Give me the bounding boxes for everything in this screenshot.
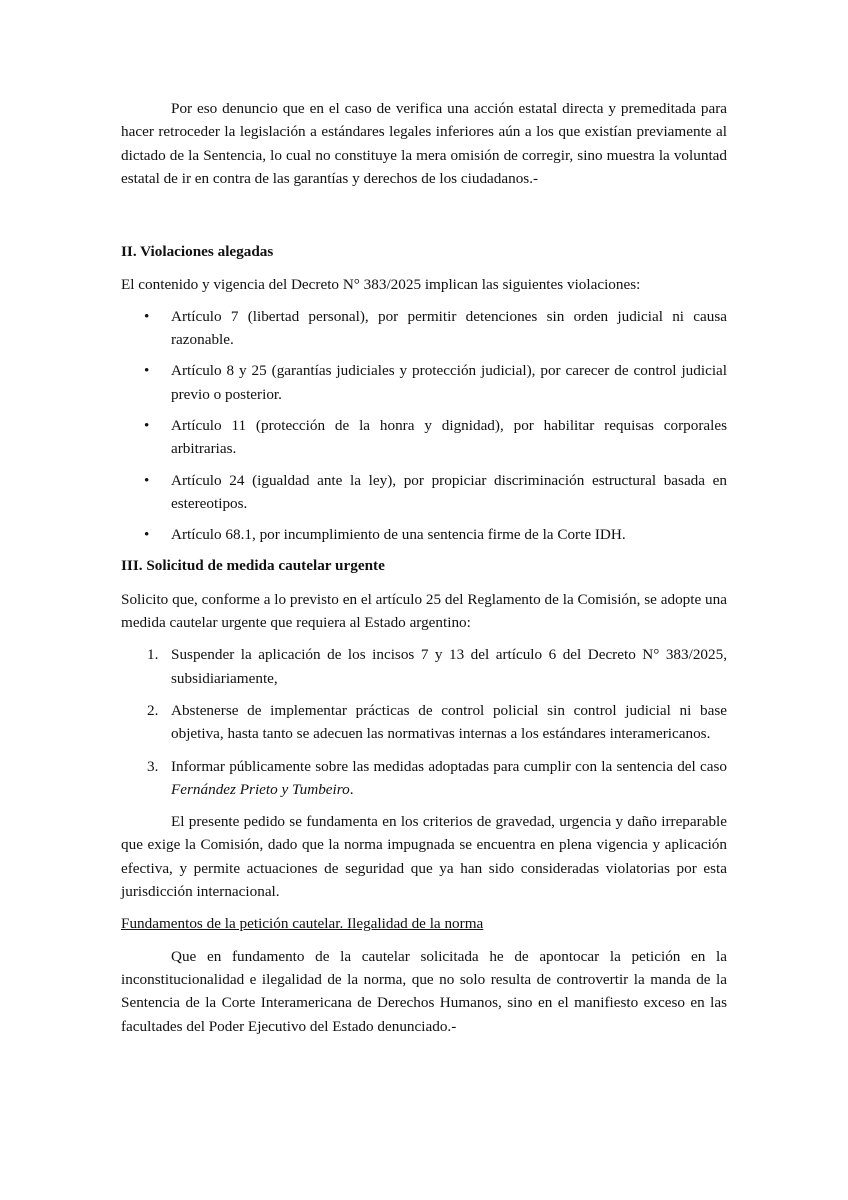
list-item xyxy=(121,523,727,546)
bullet-icon: • xyxy=(144,526,150,544)
fundamentacion-paragraph: El presente pedido se fundamenta en los criterios de gravedad, urgencia y daño irreparable que exige la Comisión, dado que la norma impugnada se encuentra en plena vigencia y aplicación efectiva, y permite actuaciones de seguridad que ya han sido consideradas violatorias por esta jurisdicción internacional. xyxy=(121,813,727,901)
list-item-text: Suspender la aplicación de los incisos 7 y 13 del artículo 6 del Decreto N° 383/2025, subsidiariamente, xyxy=(171,646,727,687)
list-item xyxy=(121,755,727,802)
opening-paragraph: Por eso denuncio que en el caso de verifica una acción estatal directa y premeditada para hacer retroceder la legislación a estándares legales inferiores aún a los que existían previamente al dictado de la Sentencia, lo cual no constituye la mera omisión de corregir, sino muestra la voluntad estatal de ir en contra de las garantías y derechos de los ciudadanos.- xyxy=(121,100,727,187)
list-item-text: Informar públicamente sobre las medidas adoptadas para cumplir con la sentencia del caso xyxy=(171,757,727,775)
list-item-text: Abstenerse de implementar prácticas de control policial sin control judicial ni base objetiva, hasta tanto se adecuen las normativas internas a los estándares interamericanos. xyxy=(171,701,727,743)
fundamentos-heading: Fundamentos de la petición cautelar. Ilegalidad de la norma xyxy=(121,915,484,933)
section-heading-violaciones: II. Violaciones alegadas xyxy=(121,243,274,261)
list-item xyxy=(121,699,727,746)
case-name: Fernández Prieto y Tumbeiro xyxy=(171,780,350,798)
fundamentos-paragraph: Que en fundamento de la cautelar solicitada he de apontocar la petición en la inconstitucionalidad e ilegalidad de la norma, que no solo resulta de controvertir la manda de la Sentencia de la Corte Interamericana de Derechos Humanos, sino en el manifiesto exceso en las facultades del Poder Ejecutivo del Estado denunciado.- xyxy=(121,947,727,1035)
list-item xyxy=(121,414,727,461)
list-item-text: Artículo 8 y 25 (garantías judiciales y protección judicial), por carecer de control judicial previo o posterior. xyxy=(171,362,727,403)
list-item-text: Artículo 7 (libertad personal), por permitir detenciones sin orden judicial ni causa razonable. xyxy=(171,307,727,349)
list-item-text: Artículo 11 (protección de la honra y dignidad), por habilitar requisas corporales arbitrarias. xyxy=(171,416,727,458)
list-number: 2. xyxy=(147,701,159,719)
list-item xyxy=(121,643,727,690)
list-number: 3. xyxy=(147,757,159,775)
medida-cautelar-intro: Solicito que, conforme a lo previsto en el artículo 25 del Reglamento de la Comisión, se adopte una medida cautelar urgente que requiera al Estado argentino: xyxy=(121,590,727,632)
list-number: 1. xyxy=(147,646,159,664)
bullet-icon: • xyxy=(144,416,150,434)
list-item-text: Artículo 68.1, por incumplimiento de una sentencia firme de la Corte IDH. xyxy=(171,526,626,544)
section-heading-medida-cautelar: III. Solicitud de medida cautelar urgente xyxy=(121,557,385,575)
list-item xyxy=(121,305,727,352)
list-item xyxy=(121,359,727,406)
violaciones-list xyxy=(121,305,727,547)
list-item-text: Artículo 24 (igualdad ante la ley), por propiciar discriminación estructural basada en estereotipos. xyxy=(171,471,727,512)
list-item xyxy=(121,469,727,516)
violaciones-intro: El contenido y vigencia del Decreto N° 383/2025 implican las siguientes violaciones: xyxy=(121,276,641,294)
list-item-text-end: . xyxy=(349,780,354,798)
bullet-icon: • xyxy=(144,362,150,380)
bullet-icon: • xyxy=(144,471,150,489)
bullet-icon: • xyxy=(144,307,150,325)
medida-cautelar-list xyxy=(121,643,727,801)
